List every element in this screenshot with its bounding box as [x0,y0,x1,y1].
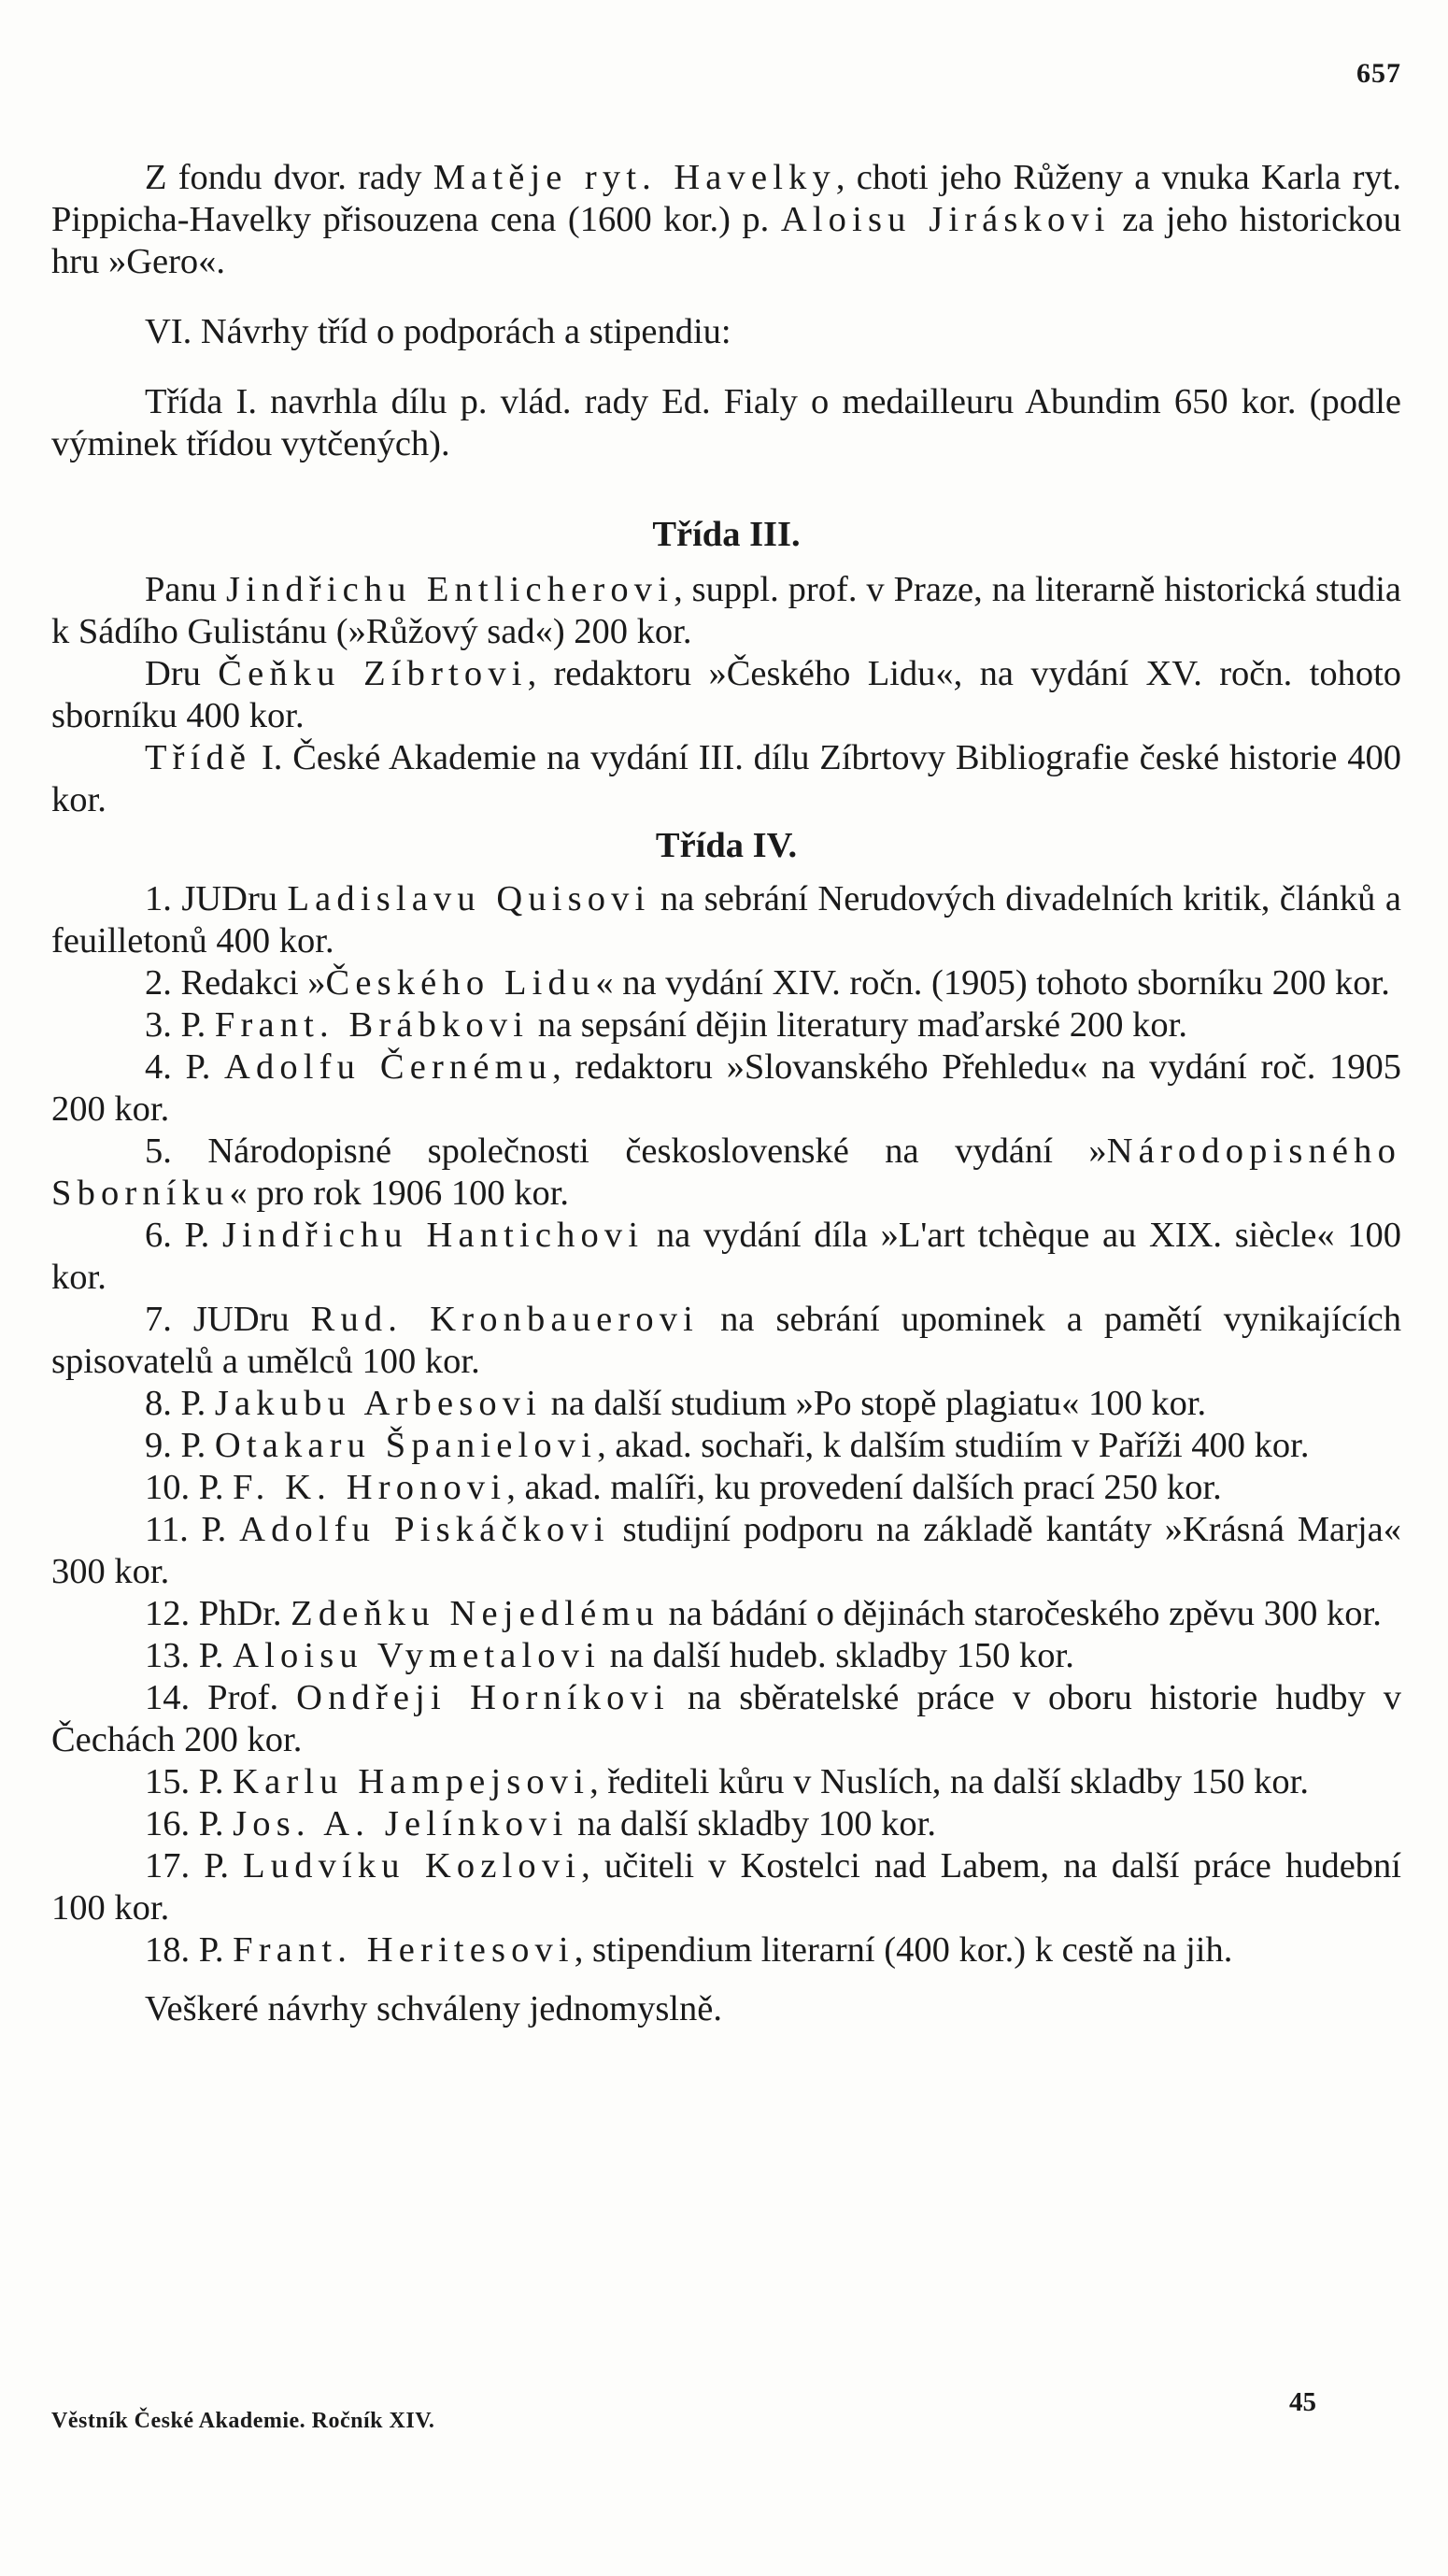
section-vi-title: VI. Návrhy tříd o podporách a stipendiu: [145,312,731,351]
page-number: 657 [1356,58,1401,89]
list-item: 4. P. Adolfu Černému, redaktoru »Slovanského Přehledu« na vydání roč. 1905 200 kor. [51,1047,1401,1129]
list-item: Třídě I. České Akademie na vydání III. dílu Zíbrtovy Bibliografie české historie 400 kor. [51,738,1401,819]
page-body [51,157,1401,2030]
list-item: 5. Národopisné společnosti československé na vydání »Národopisného Sborníku« pro rok 1906 100 kor. [51,1131,1401,1213]
list-item: 2. Redakci »Českého Lidu« na vydání XIV. ročn. (1905) tohoto sborníku 200 kor. [145,963,1390,1003]
list-item: 11. P. Adolfu Piskáčkovi studijní podporu na základě kantáty »Krásná Marja« 300 kor. [51,1510,1401,1591]
list-item: 6. P. Jindřichu Hantichovi na vydání díla »L'art tchèque au XIX. siècle« 100 kor. [51,1216,1401,1297]
journal-footer: Věstník České Akademie. Ročník XIV. [51,2409,435,2433]
list-item: Panu Jindřichu Entlicherovi, suppl. prof. v Praze, na literarně historická studia k Sádího Gulistánu (»Růžový sad«) 200 kor. [51,570,1402,651]
list-item: 3. P. Frant. Brábkovi na sepsání dějin literatury maďarské 200 kor. [145,1005,1187,1045]
fund-award-paragraph: Z fondu dvor. rady Matěje ryt. Havelky, choti jeho Růženy a vnuka Karla ryt. Pippicha-Havelky přisouzena cena (1600 kor.) p. Aloisu Jiráskovi za jeho historickou hru »Gero«. [51,158,1402,281]
list-item: 13. P. Aloisu Vymetalovi na další hudeb. skladby 150 kor. [145,1636,1074,1675]
list-item: 14. Prof. Ondřeji Horníkovi na sběratelské práce v oboru historie hudby v Čechách 200 kor. [51,1678,1402,1759]
list-item: 16. P. Jos. A. Jelínkovi na další skladby 100 kor. [145,1804,936,1843]
list-item: 7. JUDru Rud. Kronbauerovi na sebrání upominek a pamětí vynikajících spisovatelů a umělců 100 kor. [51,1300,1401,1381]
list-item: 15. P. Karlu Hampejsovi, řediteli kůru v Nuslích, na další skladby 150 kor. [145,1762,1309,1801]
list-item: 10. P. F. K. Hronovi, akad. malíři, ku provedení dalších prací 250 kor. [145,1468,1222,1507]
list-item: 8. P. Jakubu Arbesovi na další studium »Po stopě plagiatu« 100 kor. [145,1384,1207,1423]
list-item: 1. JUDru Ladislavu Quisovi na sebrání Nerudových divadelních kritik, článků a feuilletonů 400 kor. [51,879,1401,961]
list-item: Dru Čeňku Zíbrtovi, redaktoru »Českého Lidu«, na vydání XV. ročn. tohoto sborníku 400 kor. [51,654,1402,735]
list-item: 18. P. Frant. Heritesovi, stipendium literarní (400 kor.) k cestě na jih. [145,1930,1233,1970]
closing-statement: Veškeré návrhy schváleny jednomyslně. [145,1989,722,2028]
heading-class-iv: Třída IV. [655,826,798,865]
class-iv-list [51,878,1401,1971]
class-i-paragraph: Třída I. navrhla dílu p. vlád. rady Ed. Fialy o medailleuru Abundim 650 kor. (podle výminek třídou vytčených). [51,382,1401,463]
list-item: 9. P. Otakaru Španielovi, akad. sochaři, k dalším studiím v Paříži 400 kor. [145,1426,1310,1465]
class-iii-list [51,569,1401,821]
list-item: 12. PhDr. Zdeňku Nejedlému na bádání o dějinách staročeského zpěvu 300 kor. [145,1594,1382,1633]
signature-mark: 45 [1289,2387,1316,2417]
heading-class-iii: Třída III. [652,515,801,554]
list-item: 17. P. Ludvíku Kozlovi, učiteli v Kostelci nad Labem, na další práce hudební 100 kor. [51,1846,1401,1928]
